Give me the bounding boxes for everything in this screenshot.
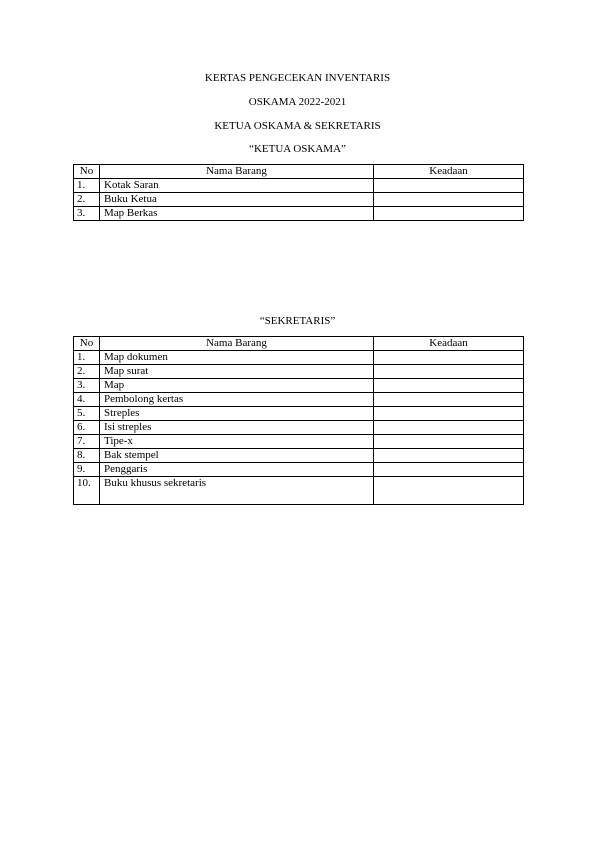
row-state-cell[interactable] xyxy=(374,379,524,393)
header-no: No xyxy=(74,165,100,179)
row-item-name: Tipe-x xyxy=(100,435,374,449)
table-row xyxy=(74,407,524,421)
row-state-cell[interactable] xyxy=(374,365,524,379)
row-item-name: Pembolong kertas xyxy=(100,393,374,407)
row-item-name: Map surat xyxy=(100,365,374,379)
table-row xyxy=(74,393,524,407)
table-row xyxy=(74,449,524,463)
header-state: Keadaan xyxy=(374,337,524,351)
row-no: 8. xyxy=(74,449,100,463)
table-row xyxy=(74,365,524,379)
sekretaris-inventory-table xyxy=(73,336,524,505)
row-no: 3. xyxy=(74,379,100,393)
row-no: 6. xyxy=(74,421,100,435)
row-item-name: Map xyxy=(100,379,374,393)
row-item-name: Isi streples xyxy=(100,421,374,435)
table-row xyxy=(74,193,524,207)
document-title: KERTAS PENGECEKAN INVENTARIS xyxy=(204,72,391,84)
row-state-cell[interactable] xyxy=(374,207,524,221)
header-name: Nama Barang xyxy=(100,165,374,179)
header-no: No xyxy=(74,337,100,351)
document-subtitle: KETUA OSKAMA & SEKRETARIS xyxy=(214,120,381,132)
row-no-cell xyxy=(74,477,100,505)
row-state-cell[interactable] xyxy=(374,435,524,449)
row-item-name: Buku khusus sekretaris xyxy=(100,477,374,505)
row-no: 3. xyxy=(74,207,100,221)
row-item-name: Penggaris xyxy=(100,463,374,477)
row-no: 4. xyxy=(74,393,100,407)
table-row xyxy=(74,435,524,449)
table-row xyxy=(74,207,524,221)
row-state-cell[interactable] xyxy=(374,193,524,207)
row-no: 10. xyxy=(77,477,91,489)
row-item-name: Streples xyxy=(100,407,374,421)
table-row xyxy=(74,351,524,365)
document-period: OSKAMA 2022-2021 xyxy=(248,96,347,108)
header-name: Nama Barang xyxy=(100,337,374,351)
table-row xyxy=(74,179,524,193)
row-item-name: Map Berkas xyxy=(100,207,374,221)
row-no: 2. xyxy=(74,193,100,207)
row-state-cell[interactable] xyxy=(374,407,524,421)
table-row xyxy=(74,421,524,435)
row-state-cell[interactable] xyxy=(374,477,524,505)
row-item-name: Buku Ketua xyxy=(100,193,374,207)
row-item-name: Bak stempel xyxy=(100,449,374,463)
header-state: Keadaan xyxy=(374,165,524,179)
table-row xyxy=(74,477,524,505)
table-row xyxy=(74,379,524,393)
row-no: 9. xyxy=(74,463,100,477)
row-item-name: Kotak Saran xyxy=(100,179,374,193)
sekretaris-section-title: “SEKRETARIS” xyxy=(259,315,336,327)
row-state-cell[interactable] xyxy=(374,449,524,463)
row-no: 7. xyxy=(74,435,100,449)
row-state-cell[interactable] xyxy=(374,179,524,193)
row-item-name: Map dokumen xyxy=(100,351,374,365)
row-state-cell[interactable] xyxy=(374,463,524,477)
ketua-inventory-table xyxy=(73,164,524,221)
row-state-cell[interactable] xyxy=(374,421,524,435)
row-state-cell[interactable] xyxy=(374,351,524,365)
table-header-row xyxy=(74,165,524,179)
table-row xyxy=(74,463,524,477)
row-no: 2. xyxy=(74,365,100,379)
row-no: 1. xyxy=(74,179,100,193)
row-no: 5. xyxy=(74,407,100,421)
row-no: 1. xyxy=(74,351,100,365)
row-state-cell[interactable] xyxy=(374,393,524,407)
table-header-row xyxy=(74,337,524,351)
ketua-section-title: “KETUA OSKAMA” xyxy=(249,143,346,155)
